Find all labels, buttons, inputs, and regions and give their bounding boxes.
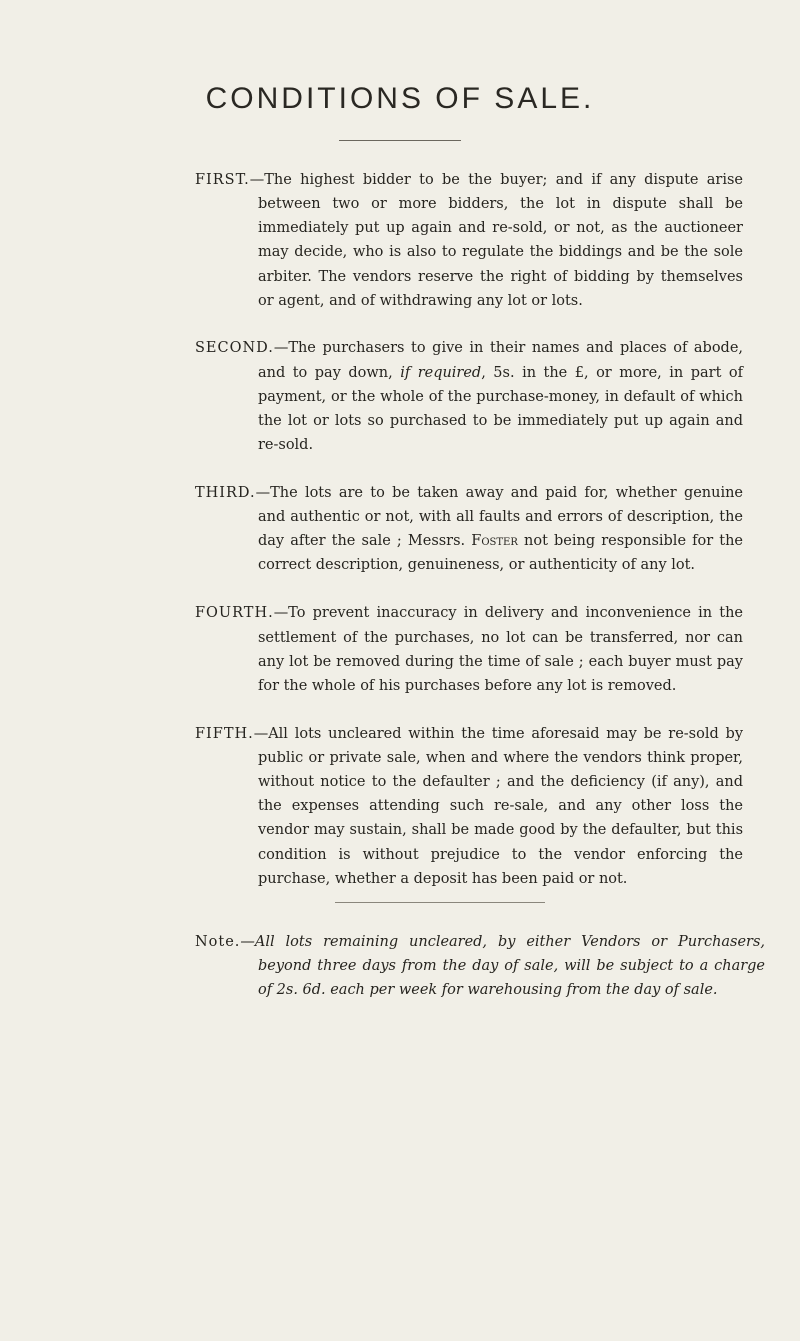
clause-italic: if required <box>400 364 482 381</box>
clause-text: —To prevent inaccuracy in delivery and inconvenience in the settlement of the purchases, no lot can be transferred, nor can any lot be removed during the time of sale ; each buyer must pay for the whole of his purchases before any lot is removed. <box>258 605 743 694</box>
page-title: CONDITIONS OF SALE. <box>205 82 595 115</box>
clause-lead: FOURTH. <box>195 605 274 622</box>
clause-text: , 5s. in the £, or more, in part of payment, or the whole of the purchase-money, in default of which the lot or lots so purchased to be immediately put up again and re-sold. <box>258 364 743 454</box>
clause-text: —All lots uncleared within the time aforesaid may be re-sold by public or private sale, when and where the vendors think proper, without notice to the defaulter ; and the deficiency (if any), and the expenses attending such re-sale, and any other loss the vendor may sustain, shall be made good by the defaulter, but this condition is without prejudice to the vendor enforcing the purchase, whether a deposit has been paid or not. <box>253 725 743 887</box>
clause-text: —The highest bidder to be the buyer; and if any dispute arise between two or more bidders, the lot in dispute shall be immediately put up again and re-sold, or not, as the auctioneer may decide, who is also to regulate the biddings and be the sole arbiter. The vendors reserve the right of bidding by themselves or agent, and of withdrawing any lot or lots. <box>249 172 743 309</box>
clause-text: —The lots are to be taken away and paid for, whether genuine and authentic or not, with all faults and errors of description, the day after the sale ; Messrs. <box>255 484 743 550</box>
note-text: —All lots remaining uncleared, by either Vendors or Purchasers, beyond three days from the day of sale, will be subject to a charge of 2s. 6d. each per week for warehousing from the day of sale. <box>240 933 765 998</box>
clause-second <box>195 336 743 457</box>
clause-text: not being responsible for the correct description, genuineness, or authenticity of any lot. <box>258 533 743 574</box>
clause-text: —The purchasers to give in their names and places of abode, and to pay down, <box>258 340 743 381</box>
clause-third <box>195 481 743 578</box>
note-lead: Note. <box>195 933 241 950</box>
note-divider <box>335 902 545 903</box>
clause-lead: FIRST. <box>195 172 250 188</box>
clause-fifth <box>195 722 743 891</box>
clause-first <box>195 168 743 313</box>
clause-lead: SECOND. <box>195 340 274 357</box>
clause-lead: FIFTH. <box>195 725 254 742</box>
firm-name: Foster <box>471 533 518 550</box>
clause-fourth <box>195 601 743 698</box>
note <box>195 930 765 1002</box>
clause-lead: THIRD. <box>195 484 256 501</box>
title-divider <box>339 140 461 141</box>
